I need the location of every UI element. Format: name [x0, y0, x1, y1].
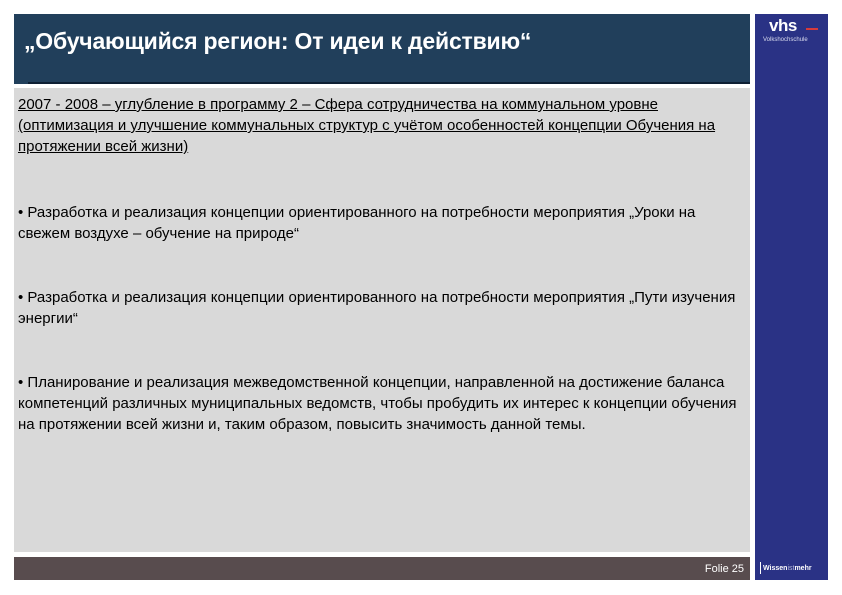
logo-subtext: Volkshochschule: [763, 37, 808, 43]
slide-number: Folie 25: [704, 563, 744, 575]
title-divider: [28, 82, 750, 84]
slide-content: [14, 88, 750, 552]
bullet-item-3: • Планирование и реализация межведомственной концепции, направленной на достижение баланса компетенций различных муниципальных ведомств, чтобы пробудить их интерес к концепции обучения на протяжении всей жизни и, таким образом, повысить значимость данной темы.: [18, 374, 737, 433]
slide-title-bar: [14, 14, 750, 84]
logo-accent: [806, 28, 818, 30]
vhs-logo: [759, 16, 823, 50]
brand-tagline: [760, 562, 812, 574]
slide-title: „Обучающийся регион: От идеи к действию“: [24, 28, 532, 54]
lead-paragraph: 2007 - 2008 – углубление в программу 2 – Сфера сотрудничества на коммунальном уровне (оптимизация и улучшение коммунальных структур с учётом особенностей концепции Обучения на протяжении всей жизни): [18, 96, 716, 155]
tagline-word-3: mehr: [794, 564, 812, 572]
tagline-word-2: ist: [787, 564, 795, 572]
bullet-item-2: • Разработка и реализация концепции ориентированного на потребности мероприятия „Пути изучения энергии“: [18, 289, 736, 327]
tagline-word-1: Wissen: [763, 564, 788, 572]
brand-sidebar: [755, 14, 828, 580]
bullet-item-1: • Разработка и реализация концепции ориентированного на потребности мероприятия „Уроки на свежем воздухе – обучение на природе“: [18, 204, 696, 242]
logo-text: vhs: [769, 16, 797, 35]
tagline-divider: [760, 562, 761, 574]
slide-footer: [14, 557, 750, 580]
